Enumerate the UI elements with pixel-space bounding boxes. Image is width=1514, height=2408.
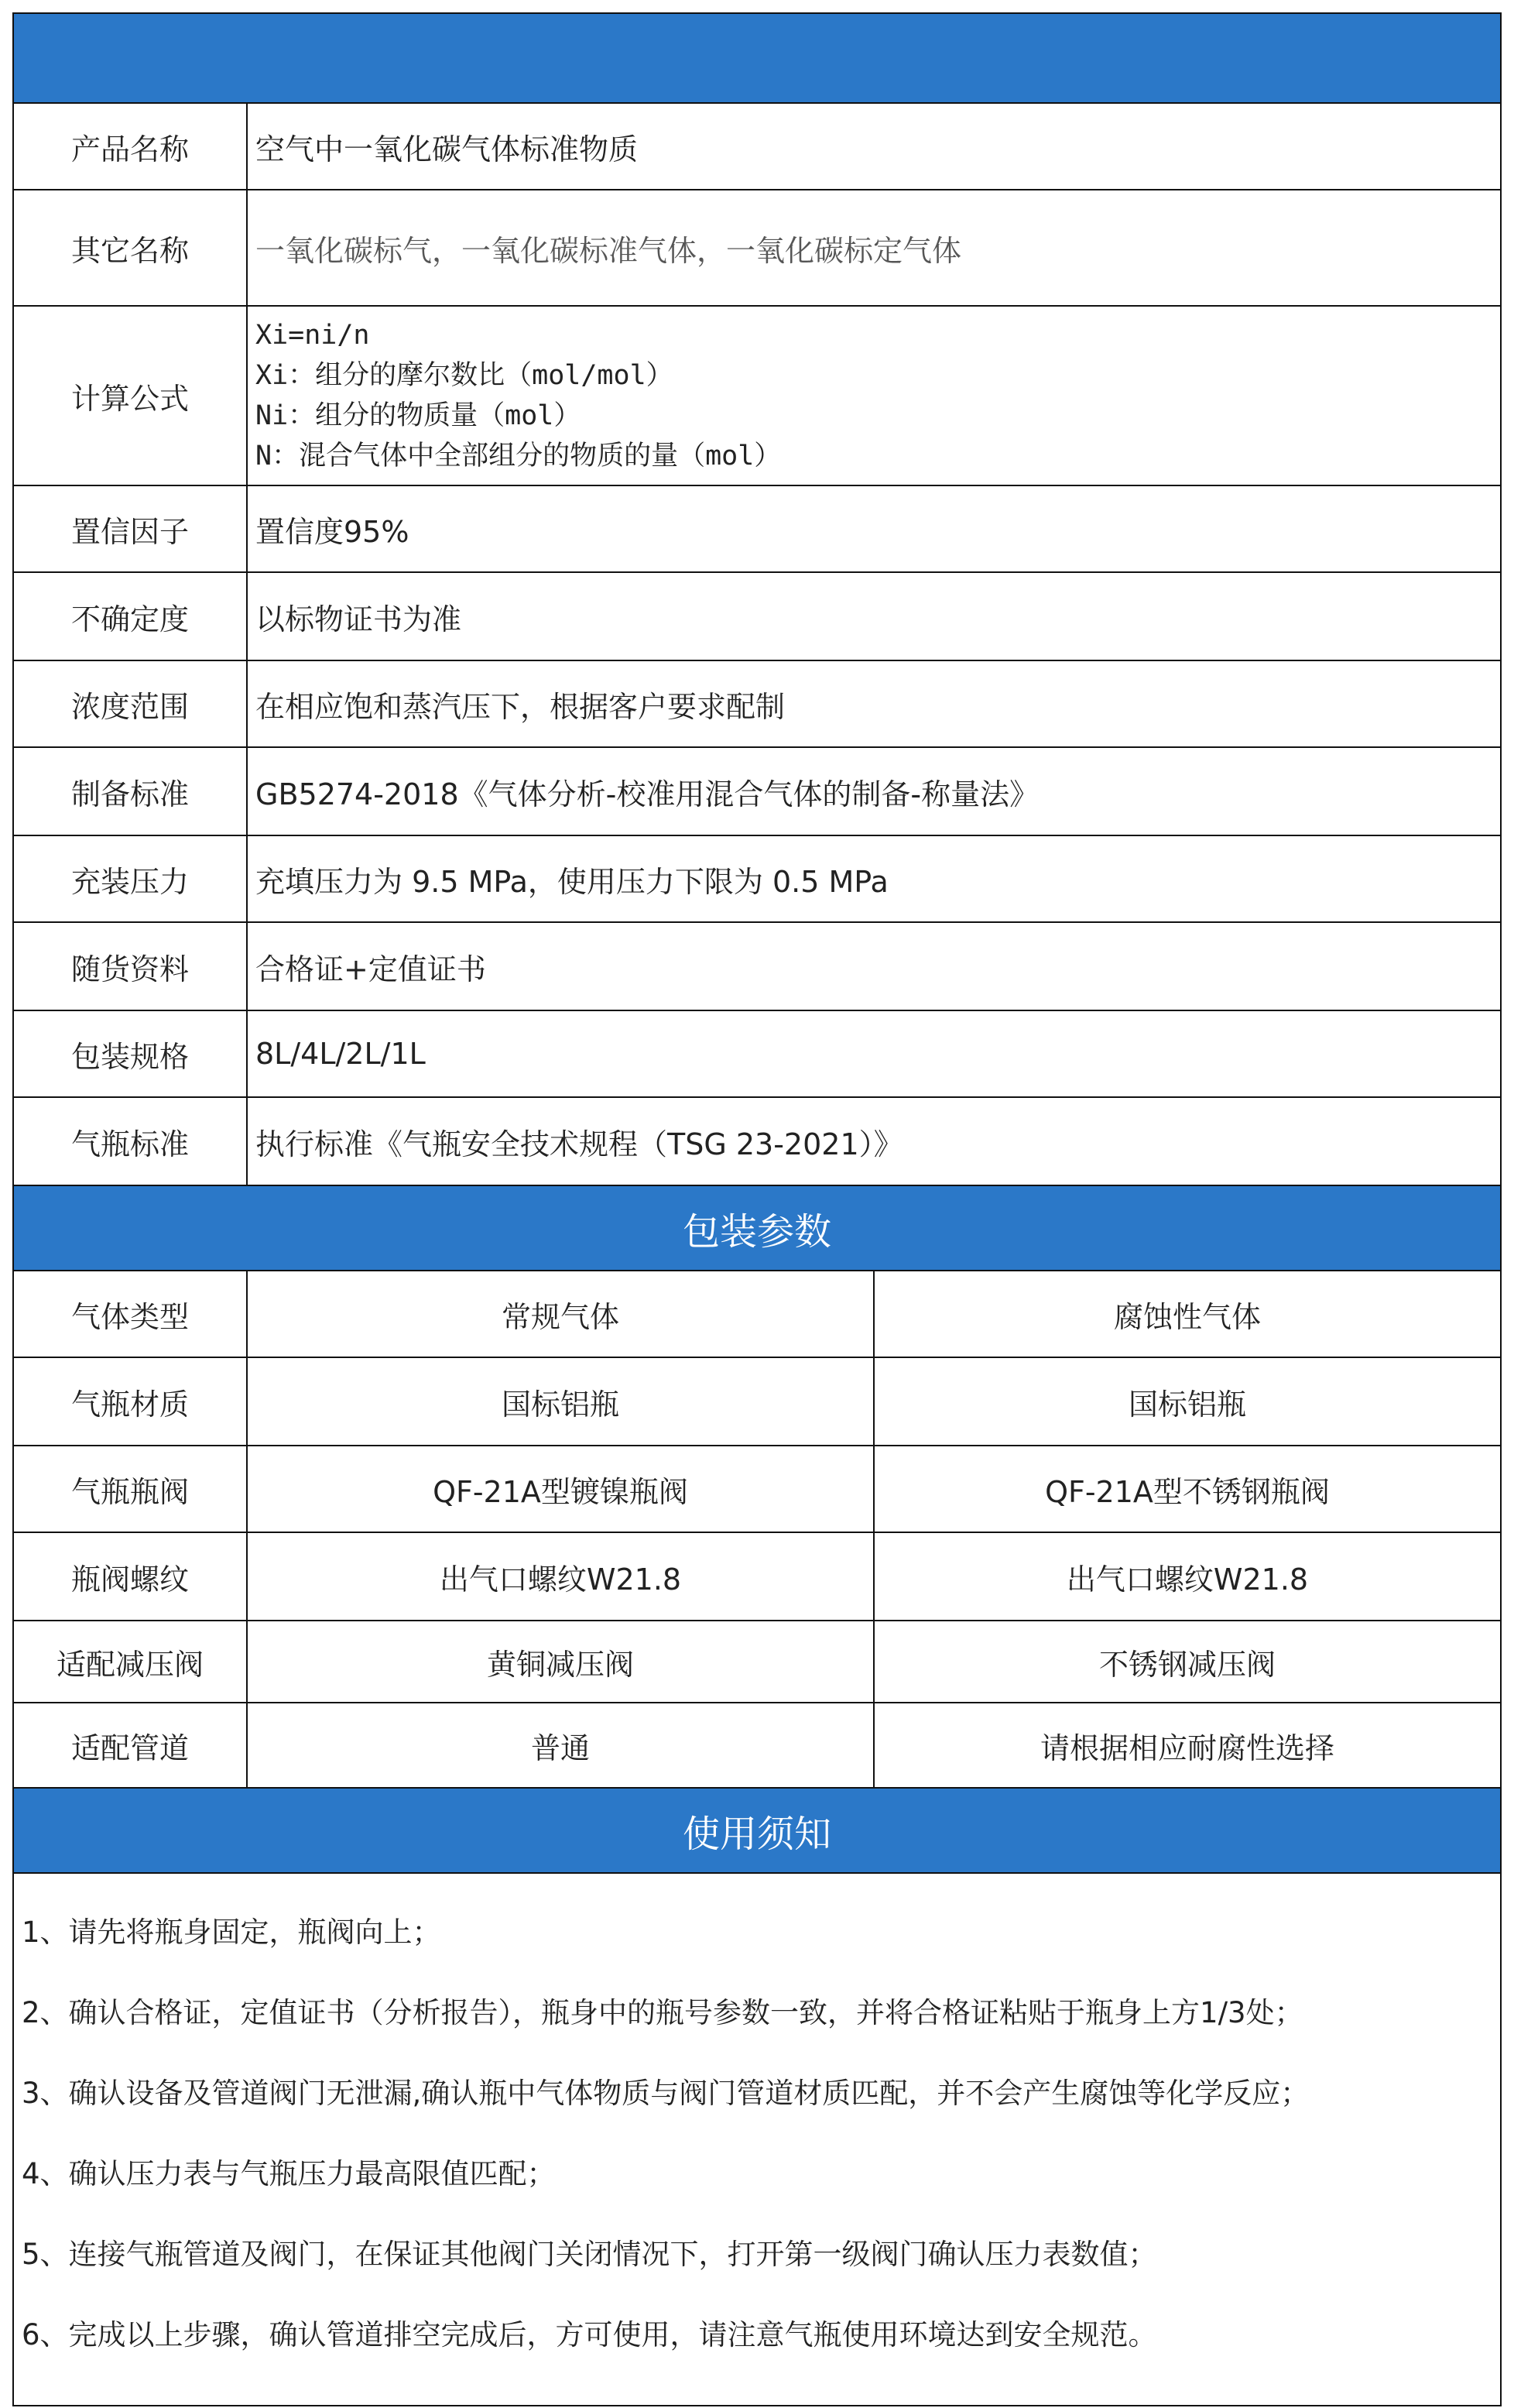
row-value: 在相应饱和蒸汽压下，根据客户要求配制 — [255, 689, 786, 724]
row-value: 置信度95% — [255, 514, 409, 549]
packaging-title: 包装参数 — [682, 1209, 831, 1254]
formula-line: Xi：组分的摩尔数比（mol/mol） — [255, 360, 673, 391]
usage-item: 4、确认压力表与气瓶压力最高限值匹配； — [22, 2157, 556, 2190]
usage-item: 1、请先将瓶身固定，瓶阀向上； — [22, 1916, 441, 1949]
row-label: 气瓶标准 — [14, 1098, 248, 1185]
row-uncertainty — [14, 573, 1500, 661]
row-label: 随货资料 — [14, 923, 248, 1010]
pkg-row-valve — [14, 1446, 1500, 1533]
row-value: 充填压力为 9.5 MPa，使用压力下限为 0.5 MPa — [255, 864, 889, 899]
row-formula — [14, 307, 1500, 486]
pkg-cell-regular: 出气口螺纹W21.8 — [248, 1533, 875, 1620]
usage-item: 5、连接气瓶管道及阀门，在保证其他阀门关闭情况下，打开第一级阀门确认压力表数值； — [22, 2238, 1157, 2271]
pkg-row-label: 气体类型 — [14, 1271, 248, 1357]
row-value: 合格证+定值证书 — [255, 952, 486, 986]
row-label: 不确定度 — [14, 573, 248, 660]
pkg-row-regulator — [14, 1621, 1500, 1703]
pkg-row-label: 气瓶材质 — [14, 1358, 248, 1445]
pkg-row-pipeline — [14, 1703, 1500, 1789]
pkg-cell-corrosive: 出气口螺纹W21.8 — [1066, 1562, 1309, 1597]
pkg-cell-regular: 普通 — [248, 1703, 875, 1787]
row-value: 一氧化碳标气，一氧化碳标准气体，一氧化碳标定气体 — [255, 233, 962, 268]
pkg-cell-corrosive: 腐蚀性气体 — [1113, 1299, 1261, 1334]
pkg-row-thread — [14, 1533, 1500, 1621]
pkg-cell-corrosive: QF-21A型不锈钢瓶阀 — [1045, 1474, 1330, 1509]
row-concentration — [14, 661, 1500, 748]
row-label: 计算公式 — [14, 307, 248, 485]
row-value: 以标物证书为准 — [255, 602, 462, 636]
row-documents — [14, 923, 1500, 1011]
pkg-row-label: 气瓶瓶阀 — [14, 1446, 248, 1532]
row-label: 置信因子 — [14, 486, 248, 571]
pkg-row-label: 适配管道 — [14, 1703, 248, 1787]
row-value: 执行标准《气瓶安全技术规程（TSG 23-2021）》 — [255, 1127, 903, 1161]
row-cylinder-standard — [14, 1098, 1500, 1186]
formula-line: Xi=ni/n — [255, 320, 370, 351]
row-other-names — [14, 190, 1500, 307]
row-label: 包装规格 — [14, 1011, 248, 1096]
header-band — [14, 14, 1500, 104]
pkg-cell-corrosive: 国标铝瓶 — [1128, 1387, 1246, 1422]
formula-line: Ni：组分的物质量（mol） — [255, 400, 581, 431]
spec-sheet — [12, 12, 1502, 2406]
pkg-cell-regular: 常规气体 — [248, 1271, 875, 1357]
row-label: 充装压力 — [14, 836, 248, 921]
usage-item: 2、确认合格证，定值证书（分析报告），瓶身中的瓶号参数一致，并将合格证粘贴于瓶身上方1/3处； — [22, 1996, 1303, 2029]
row-product-name — [14, 104, 1500, 190]
pkg-cell-regular: 黄铜减压阀 — [248, 1621, 875, 1702]
packaging-band — [14, 1186, 1500, 1271]
row-confidence — [14, 486, 1500, 573]
row-label: 产品名称 — [14, 104, 248, 189]
row-label: 浓度范围 — [14, 661, 248, 746]
usage-item: 6、完成以上步骤，确认管道排空完成后，方可使用，请注意气瓶使用环境达到安全规范。 — [22, 2318, 1157, 2351]
usage-band — [14, 1789, 1500, 1874]
pkg-cell-regular: 国标铝瓶 — [248, 1358, 875, 1445]
row-label: 制备标准 — [14, 748, 248, 835]
pkg-row-label: 适配减压阀 — [14, 1621, 248, 1702]
pkg-cell-regular: QF-21A型镀镍瓶阀 — [248, 1446, 875, 1532]
pkg-row-material — [14, 1358, 1500, 1446]
usage-title: 使用须知 — [682, 1812, 831, 1856]
usage-list — [14, 1874, 1500, 2405]
row-fill-pressure — [14, 836, 1500, 923]
usage-item: 3、确认设备及管道阀门无泄漏,确认瓶中气体物质与阀门管道材质匹配，并不会产生腐蚀等化学反应； — [22, 2077, 1310, 2110]
row-label: 其它名称 — [14, 190, 248, 305]
pkg-cell-corrosive: 请根据相应耐腐性选择 — [1040, 1731, 1334, 1765]
row-value: GB5274-2018《气体分析-校准用混合气体的制备-称量法》 — [255, 777, 1040, 811]
pkg-cell-corrosive: 不锈钢减压阀 — [1098, 1647, 1276, 1682]
formula-lines — [248, 307, 1500, 485]
formula-line: N：混合气体中全部组分的物质的量（mol） — [255, 441, 782, 472]
row-package-size — [14, 1011, 1500, 1098]
row-value: 8L/4L/2L/1L — [255, 1037, 426, 1071]
row-prep-standard — [14, 748, 1500, 836]
pkg-row-label: 瓶阀螺纹 — [14, 1533, 248, 1620]
row-value: 空气中一氧化碳气体标准物质 — [255, 132, 639, 166]
pkg-row-gas-type — [14, 1271, 1500, 1358]
